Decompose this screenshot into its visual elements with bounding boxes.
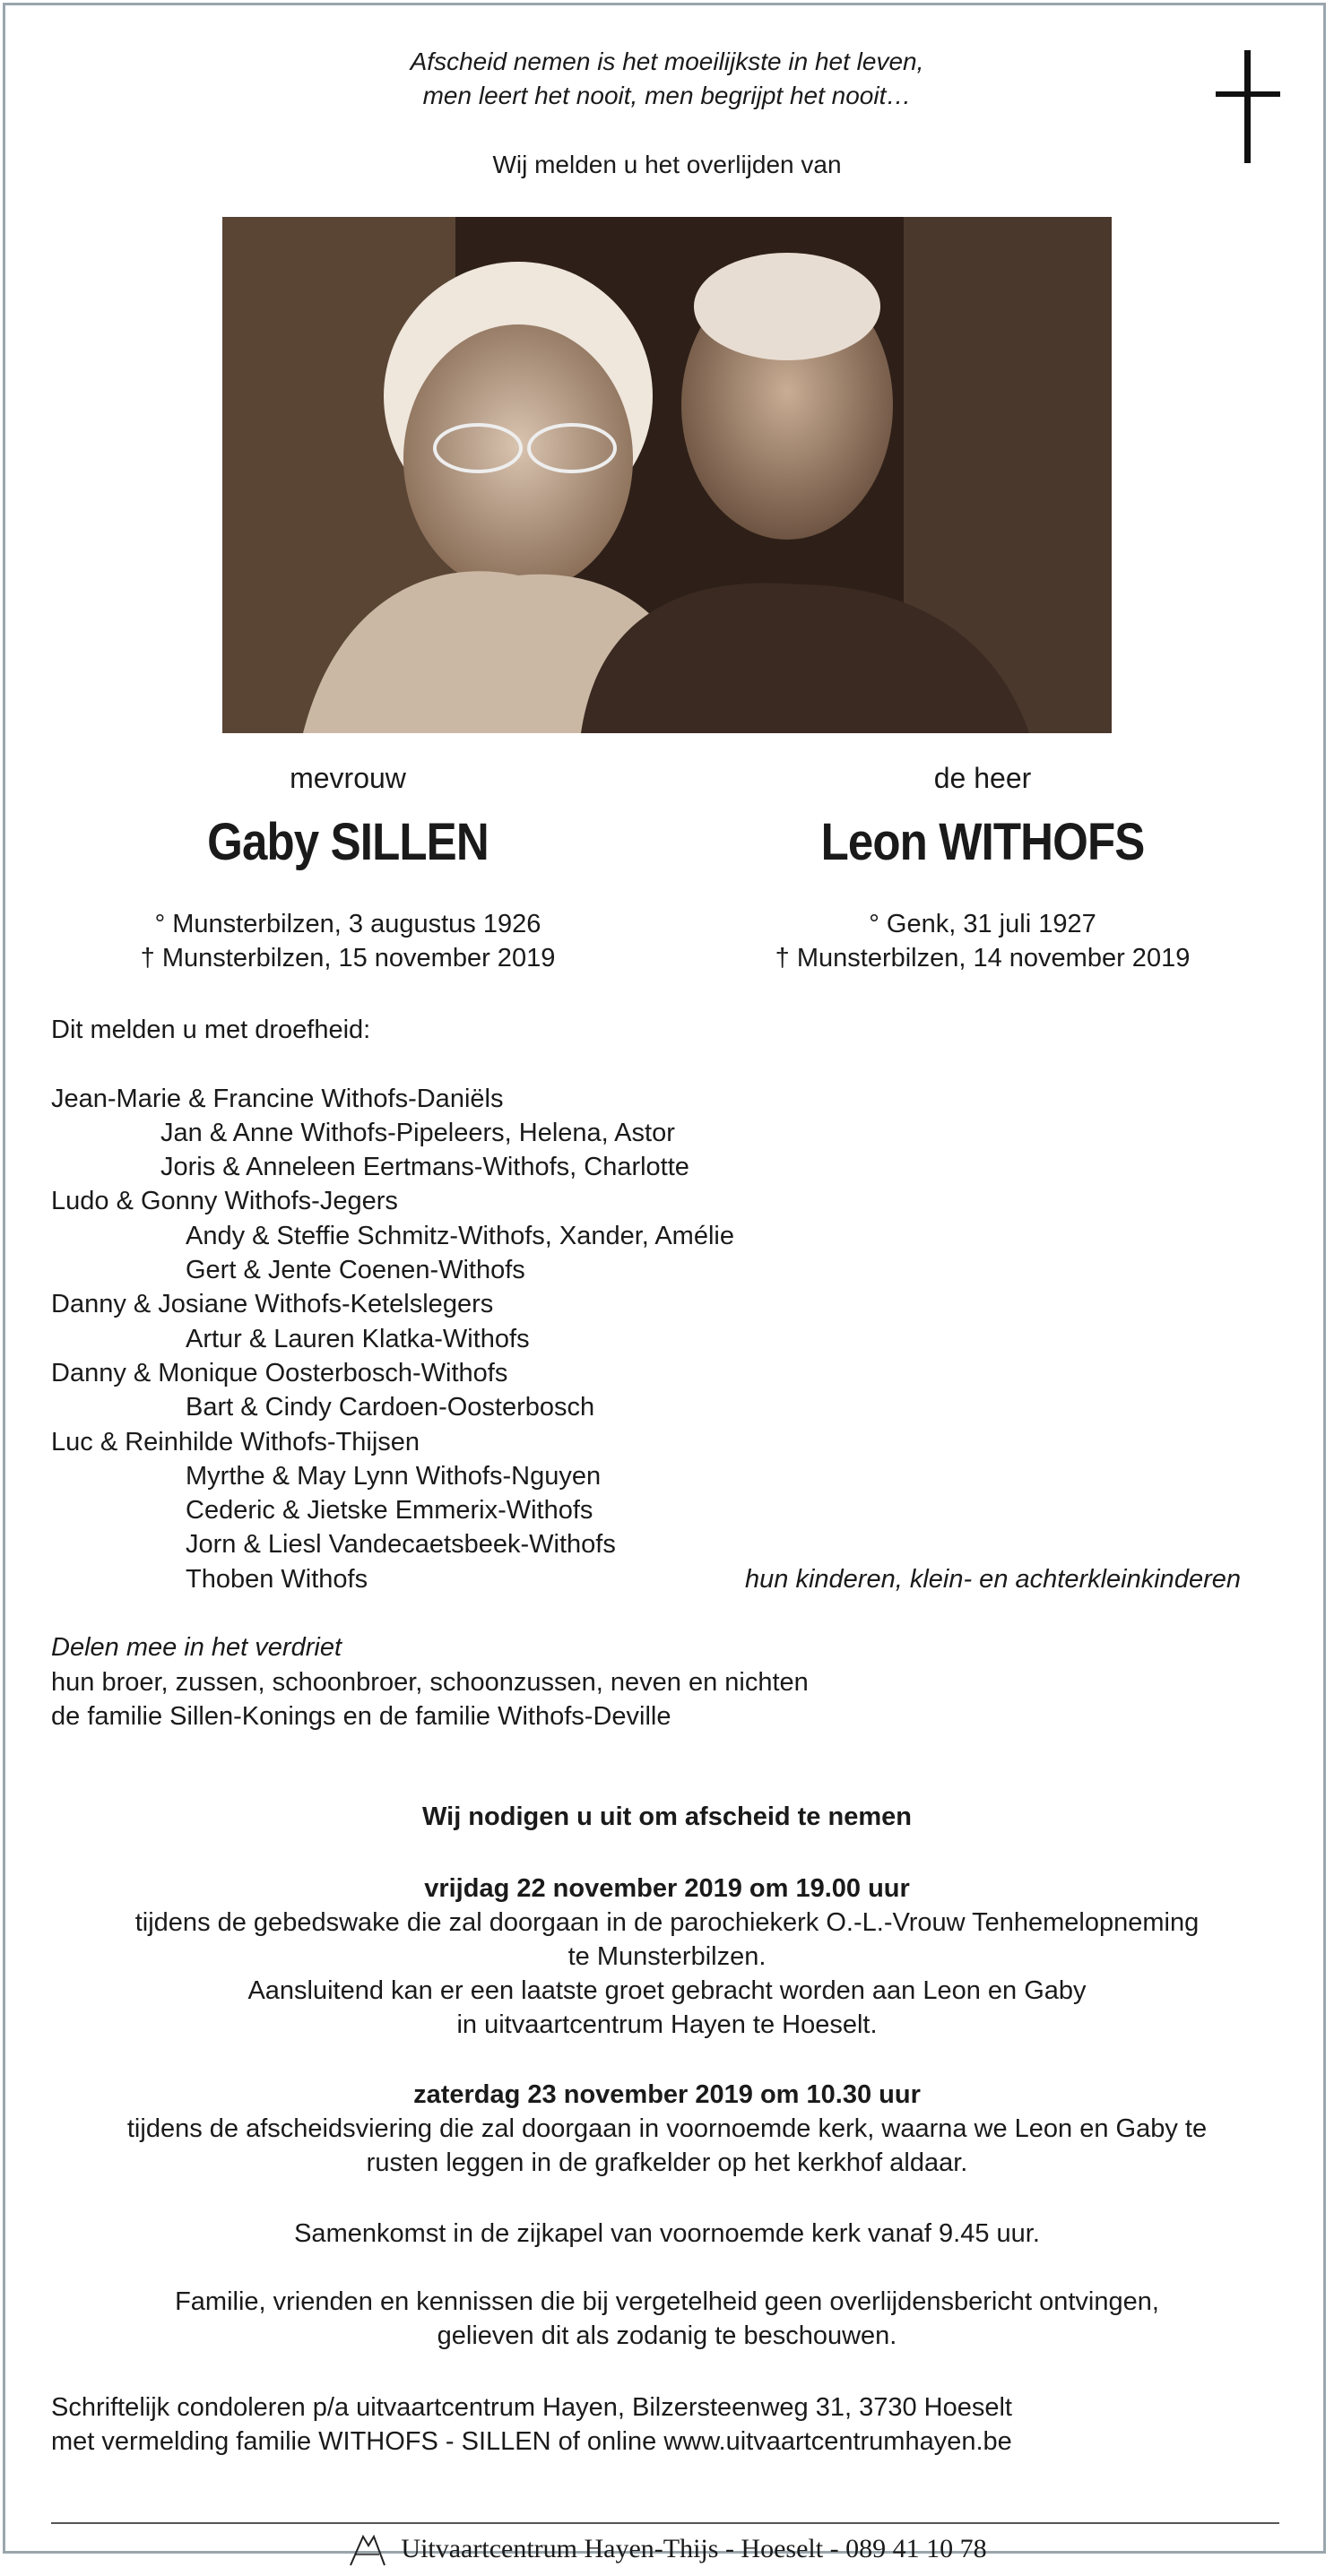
family-line	[51, 1253, 1288, 1287]
condolences-line-2: met vermelding familie WITHOFS - SILLEN of online www.uitvaartcentrumhayen.be	[51, 2427, 1012, 2456]
latin-cross-icon	[1216, 50, 1280, 163]
notice	[0, 2285, 1334, 2353]
family-line-text: Cederic & Jietske Emmerix-Withofs	[186, 1496, 593, 1526]
family-line	[51, 1287, 1288, 1321]
family-line-text: Thoben Withofs	[186, 1564, 368, 1594]
event-2-line-1: tijdens de afscheidsviering die zal doorgaan in voornoemde kerk, waarna we Leon en Gaby te	[126, 2114, 1208, 2143]
family-line	[51, 1219, 1288, 1253]
family-line-text: Jean-Marie & Francine Withofs-Daniëls	[51, 1084, 504, 1113]
family-line-text: Ludo & Gonny Withofs-Jegers	[51, 1187, 398, 1216]
deceased-right-dates	[669, 907, 1296, 975]
family-line-text: Artur & Lauren Klatka-Withofs	[186, 1324, 530, 1353]
deceased-left-dates	[34, 907, 662, 975]
announcement: Wij melden u het overlijden van	[492, 151, 842, 178]
event-1-line-4: in uitvaartcentrum Hayen te Hoeselt.	[456, 2010, 878, 2039]
condolences-line-1: Schriftelijk condoleren p/a uitvaartcentrum Hayen, Bilzersteenweg 31, 3730 Hoeselt	[51, 2393, 1012, 2422]
event-2-line-2: rusten leggen in de grafkelder op het kerkhof aldaar.	[366, 2148, 968, 2177]
family-line-text: Andy & Steffie Schmitz-Withofs, Xander, Amélie	[186, 1221, 734, 1250]
condolences	[51, 2390, 1012, 2459]
family-line-text: Myrthe & May Lynn Withofs-Nguyen	[186, 1461, 602, 1491]
family-intro: Dit melden u met droefheid:	[51, 1016, 371, 1044]
family-line-text: Bart & Cindy Cardoen-Oosterbosch	[186, 1393, 595, 1422]
couple-photo	[222, 217, 1112, 733]
family-line	[51, 1527, 1288, 1561]
family-line	[51, 1390, 1288, 1424]
quote-line-1: Afscheid nemen is het moeilijkste in het leven,	[410, 48, 924, 75]
family-section	[51, 1013, 1288, 1733]
family-line-text: Danny & Josiane Withofs-Ketelslegers	[51, 1290, 494, 1319]
family-line-text: Gert & Jente Coenen-Withofs	[186, 1256, 525, 1285]
family-line-text: Joris & Anneleen Eertmans-Withofs, Charlotte	[160, 1153, 689, 1182]
family-line-text: Danny & Monique Oosterbosch-Withofs	[51, 1358, 508, 1387]
deceased-right-name: Leon WITHOFS	[820, 813, 1145, 871]
family-line-text: Jorn & Liesl Vandecaetsbeek-Withofs	[186, 1530, 616, 1560]
deceased-left-title: mevrouw	[290, 762, 406, 794]
event-2	[0, 2078, 1334, 2180]
invitation-heading: Wij nodigen u uit om afscheid te nemen	[422, 1802, 912, 1831]
deceased-right-died: † Munsterbilzen, 14 november 2019	[775, 944, 1191, 972]
relation-note: hun kinderen, klein- en achterkleinkinderen	[745, 1564, 1241, 1594]
share-heading: Delen mee in het verdriet	[51, 1633, 342, 1663]
footer-text: Uitvaartcentrum Hayen-Thijs - Hoeselt - 089 41 10 78	[401, 2533, 987, 2563]
family-line	[51, 1562, 1288, 1596]
funeral-home-logo-icon	[347, 2533, 388, 2569]
event-1-line-1: tijdens de gebedswake die zal doorgaan in de parochiekerk O.-L.-Vrouw Tenhemelopneming	[134, 1908, 1200, 1937]
family-list	[51, 1082, 1288, 1596]
family-line	[51, 1184, 1288, 1218]
family-line	[51, 1322, 1288, 1356]
family-line	[51, 1493, 1288, 1527]
deceased-left-died: † Munsterbilzen, 15 november 2019	[140, 944, 556, 972]
deceased-right-title: de heer	[933, 762, 1032, 794]
family-line-text: Jan & Anne Withofs-Pipeleers, Helena, Astor	[160, 1118, 675, 1147]
opening-quote	[0, 45, 1334, 113]
quote-line-2: men leert het nooit, men begrijpt het nooit…	[422, 82, 912, 109]
event-1-line-2: te Munsterbilzen.	[567, 1942, 767, 1971]
share-line-1: hun broer, zussen, schoonbroer, schoonzussen, neven en nichten	[51, 1667, 809, 1697]
family-line-text: Luc & Reinhilde Withofs-Thijsen	[51, 1427, 420, 1457]
family-line	[51, 1082, 1288, 1116]
invitation-heading-block	[0, 1800, 1334, 1834]
gathering: Samenkomst in de zijkapel van voornoemde kerk vanaf 9.45 uur.	[294, 2219, 1040, 2248]
family-line	[51, 1425, 1288, 1459]
deceased-left-born: ° Munsterbilzen, 3 augustus 1926	[154, 910, 541, 938]
deceased-right-born: ° Genk, 31 juli 1927	[869, 910, 1096, 938]
footer	[0, 2533, 1334, 2569]
deceased-left-name: Gaby SILLEN	[207, 813, 489, 871]
event-1-date: vrijdag 22 november 2019 om 19.00 uur	[424, 1874, 910, 1903]
notice-line-1: Familie, vrienden en kennissen die bij vergetelheid geen overlijdensbericht ontvingen,	[175, 2287, 1159, 2316]
family-line	[51, 1459, 1288, 1493]
family-line	[51, 1356, 1288, 1390]
notice-line-2: gelieven dit als zodanig te beschouwen.	[437, 2321, 897, 2350]
event-1-line-3: Aansluitend kan er een laatste groet gebracht worden aan Leon en Gaby	[247, 1976, 1087, 2005]
event-2-date: zaterdag 23 november 2019 om 10.30 uur	[413, 2080, 921, 2109]
footer-divider	[51, 2522, 1279, 2524]
share-line-2: de familie Sillen-Konings en de familie Withofs-Deville	[51, 1701, 671, 1731]
event-1	[0, 1871, 1334, 2042]
family-line	[51, 1150, 1288, 1184]
family-line	[51, 1116, 1288, 1150]
